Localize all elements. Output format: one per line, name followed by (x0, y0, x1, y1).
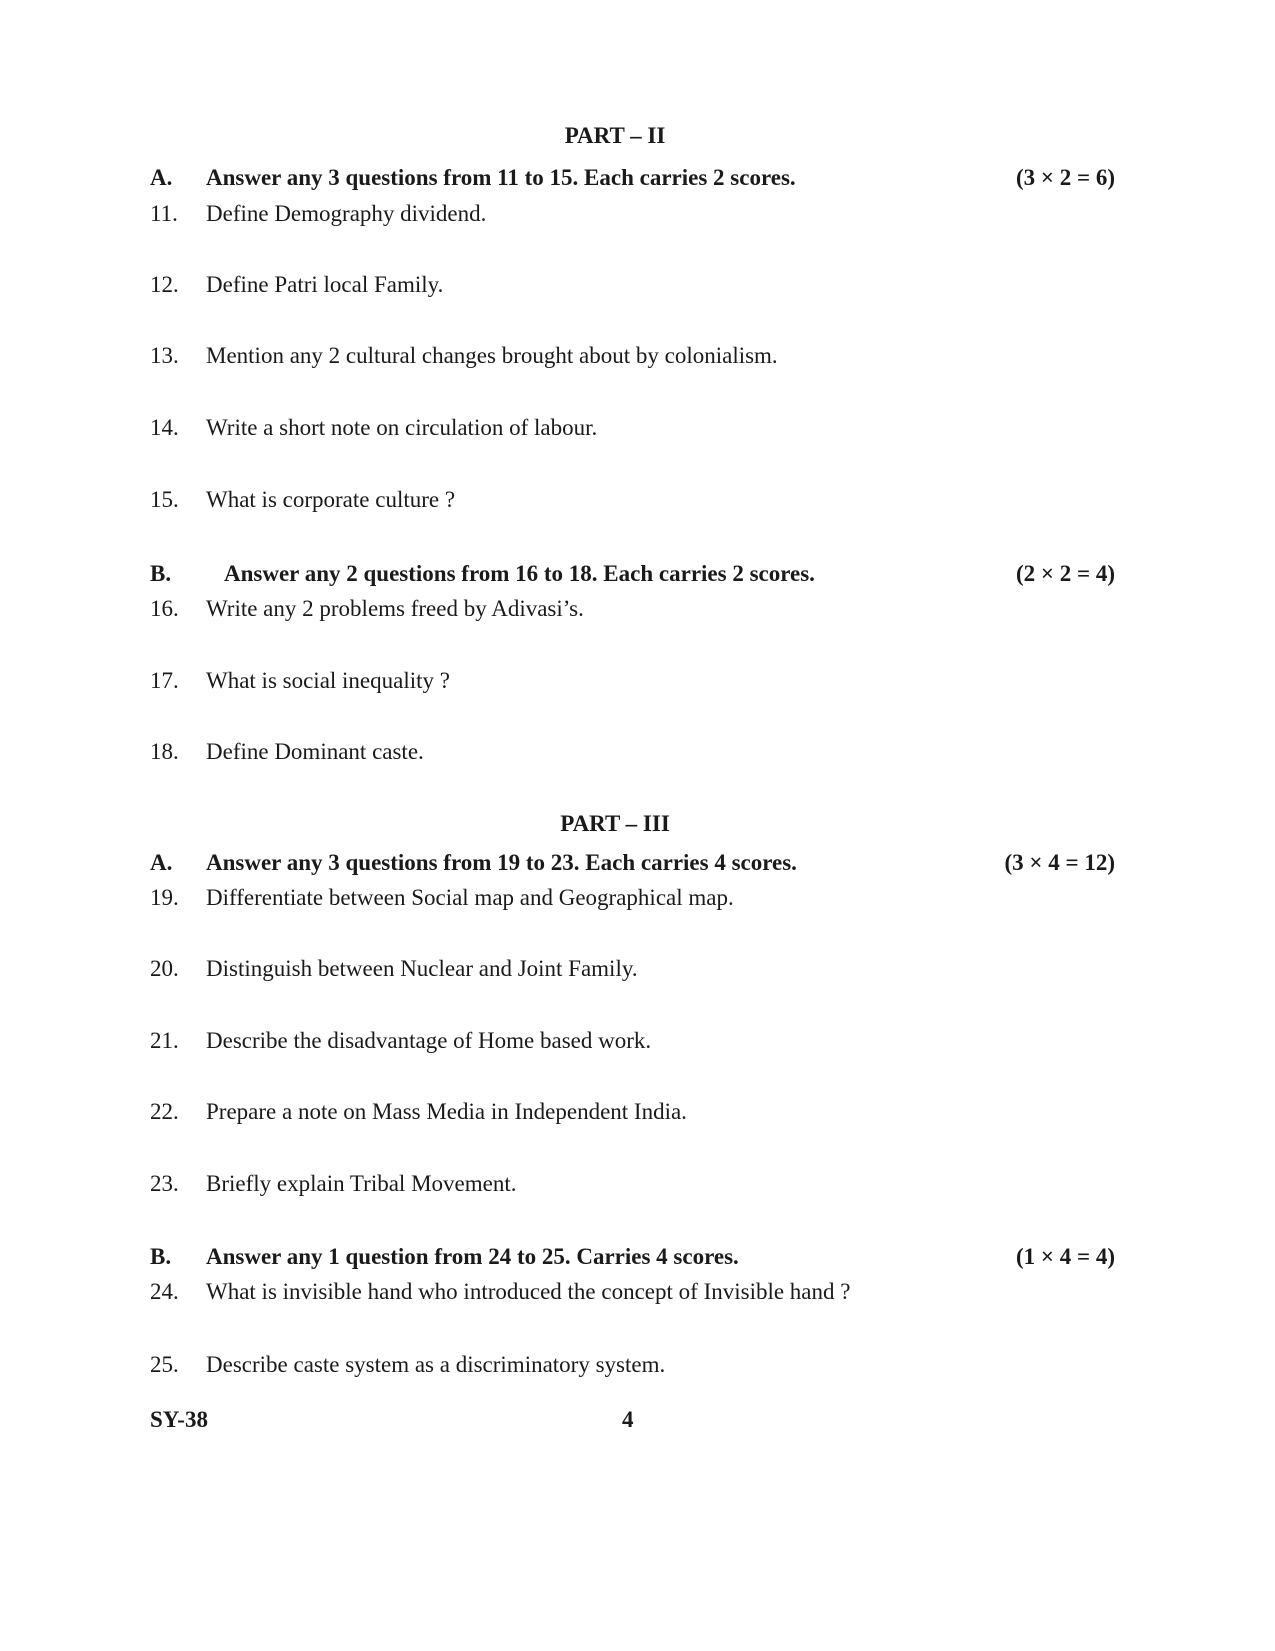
section-a-letter: A. (150, 165, 173, 190)
question-number: 13. (150, 343, 179, 368)
question-text: Write a short note on circulation of labour. (206, 415, 598, 440)
question-text: Define Patri local Family. (206, 272, 444, 297)
question-number: 14. (150, 415, 179, 440)
question-text: Define Dominant caste. (206, 739, 424, 764)
question-number: 25. (150, 1352, 179, 1377)
question-number: 17. (150, 668, 179, 693)
section-b-letter: B. (150, 1244, 172, 1269)
question-number: 11. (150, 201, 178, 226)
question-number: 16. (150, 596, 179, 621)
paper-code: SY-38 (150, 1407, 208, 1432)
question-text: Describe caste system as a discriminatory system. (206, 1352, 666, 1377)
part-iii-title: PART – III (560, 811, 670, 836)
question-text: What is invisible hand who introduced the concept of Invisible hand ? (206, 1279, 851, 1304)
question-number: 20. (150, 956, 179, 981)
section-b-instruction: Answer any 2 questions from 16 to 18. Each carries 2 scores. (224, 561, 815, 586)
section-a-letter: A. (150, 850, 173, 875)
section-b-marks: (1 × 4 = 4) (1015, 1244, 1115, 1269)
question-number: 19. (150, 885, 179, 910)
question-number: 21. (150, 1028, 179, 1053)
question-text: Briefly explain Tribal Movement. (206, 1171, 517, 1196)
question-number: 23. (150, 1171, 179, 1196)
question-text: What is social inequality ? (206, 668, 450, 693)
section-a-instruction: Answer any 3 questions from 11 to 15. Each carries 2 scores. (206, 165, 796, 190)
section-a-marks: (3 × 2 = 6) (1015, 165, 1115, 190)
question-text: Distinguish between Nuclear and Joint Family. (206, 956, 638, 981)
section-a-instruction: Answer any 3 questions from 19 to 23. Each carries 4 scores. (206, 850, 797, 875)
question-text: What is corporate culture ? (206, 487, 456, 512)
page-number: 4 (622, 1407, 634, 1432)
question-text: Write any 2 problems freed by Adivasi’s. (206, 596, 584, 621)
question-text: Mention any 2 cultural changes brought about by colonialism. (206, 343, 778, 368)
question-number: 12. (150, 272, 179, 297)
question-text: Define Demography dividend. (206, 201, 487, 226)
question-number: 24. (150, 1279, 179, 1304)
section-a-marks: (3 × 4 = 12) (1004, 850, 1115, 875)
part-ii-title: PART – II (564, 123, 666, 148)
question-text: Differentiate between Social map and Geographical map. (206, 885, 734, 910)
question-number: 15. (150, 487, 179, 512)
question-number: 18. (150, 739, 179, 764)
section-b-marks: (2 × 2 = 4) (1015, 561, 1115, 586)
question-number: 22. (150, 1099, 179, 1124)
question-text: Prepare a note on Mass Media in Independent India. (206, 1099, 687, 1124)
section-b-letter: B. (150, 561, 172, 586)
section-b-instruction: Answer any 1 question from 24 to 25. Carries 4 scores. (206, 1244, 739, 1269)
question-text: Describe the disadvantage of Home based work. (206, 1028, 652, 1053)
